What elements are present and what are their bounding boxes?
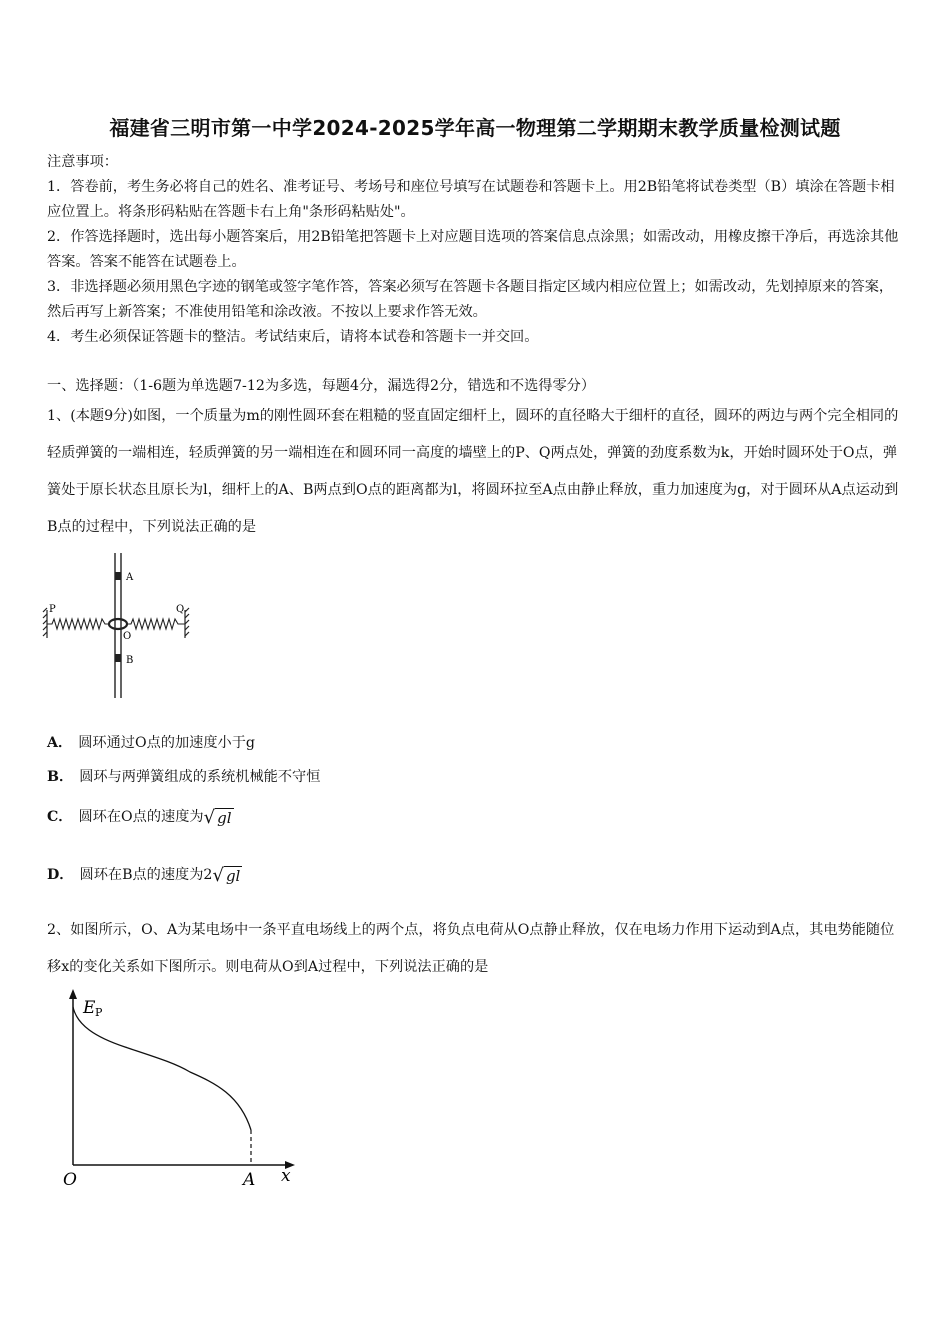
notice-section <box>47 150 907 350</box>
option-b-text: 圆环与两弹簧组成的系统机械能不守恒 <box>79 769 321 785</box>
sqrt-gl: √ gl <box>203 807 232 828</box>
label-q: Q <box>176 604 185 615</box>
question-1-figure <box>42 548 197 703</box>
option-b[interactable] <box>47 766 320 786</box>
notice-item-1: 1．答卷前，考生务必将自己的姓名、准考证号、考场号和座位号填写在试题卷和答题卡上。用2B铅笔将试卷类型（B）填涂在答题卡相应位置上。将条形码粘贴在答题卡右上角"条形码粘贴处"。 <box>47 179 895 220</box>
option-c-text: 圆环在O点的速度为 <box>78 809 204 825</box>
right-wall <box>185 608 189 638</box>
right-spring <box>127 619 185 629</box>
option-c[interactable] <box>47 806 234 828</box>
option-a-letter: A． <box>47 735 73 751</box>
option-a[interactable] <box>47 732 255 752</box>
y-axis-subscript: P <box>95 1006 103 1019</box>
y-axis-arrow <box>69 989 77 999</box>
label-o: O <box>123 631 132 642</box>
option-a-text: 圆环通过O点的加速度小于g <box>78 735 255 751</box>
y-axis-label: E <box>83 998 96 1018</box>
origin-label: O <box>63 1170 77 1190</box>
left-spring <box>47 619 109 629</box>
notice-item-3: 3．非选择题必须用黑色字迹的钢笔或签字笔作答，答案必须写在答题卡各题目指定区域内相应位置上；如需改动，先划掉原来的答案，然后再写上新答案；不准使用铅笔和涂改液。不按以上要求作答无效。 <box>47 279 894 320</box>
x-axis-label: x <box>281 1166 291 1186</box>
question-2-stem: 2、如图所示，O、A为某电场中一条平直电场线上的两个点，将负点电荷从O点静止释放，仅在电场力作用下运动到A点，其电势能随位移x的变化关系如下图所示。则电荷从O到A过程中，下列说法正确的是 <box>47 922 895 975</box>
label-b: B <box>126 655 134 666</box>
option-b-letter: B． <box>47 769 74 785</box>
section-heading: 一、选择题：（1-6题为单选题7-12为多选，每题4分，漏选得2分，错选和不选得零分） <box>47 378 596 394</box>
option-d[interactable] <box>47 864 242 886</box>
potential-energy-curve <box>73 1007 251 1130</box>
question-2-graph <box>55 985 305 1190</box>
question-1-stem: 1、(本题9分)如图，一个质量为m的刚性圆环套在粗糙的竖直固定细杆上，圆环的直径略大于细杆的直径，圆环的两边与两个完全相同的轻质弹簧的一端相连，轻质弹簧的另一端相连在和圆环同一高度的墙壁上的P、Q两点处，弹簧的劲度系数为k，开始时圆环处于O点，弹簧处于原长状态且原长为l，细杆上的A、B两点到O点的距离都为l，将圆环拉至A点由静止释放，重力加速度为g，对于圆环从A点运动到B点的过程中，下列说法正确的是 <box>47 408 899 535</box>
point-a-mark <box>115 572 121 580</box>
option-d-letter: D． <box>47 867 74 883</box>
left-wall <box>43 608 47 638</box>
label-a: A <box>126 572 134 583</box>
sqrt-gl-2: √ gl <box>212 865 241 886</box>
label-p: P <box>49 604 56 615</box>
notice-item-2: 2．作答选择题时，选出每小题答案后，用2B铅笔把答题卡上对应题目选项的答案信息点涂黑；如需改动，用橡皮擦干净后，再选涂其他答案。答案不能答在试题卷上。 <box>47 229 899 270</box>
ring <box>109 619 127 629</box>
notice-item-4: 4．考生必须保证答题卡的整洁。考试结束后，请将本试卷和答题卡一并交回。 <box>47 329 539 345</box>
page-title: 福建省三明市第一中学2024-2025学年高一物理第二学期期末教学质量检测试题 <box>109 116 841 140</box>
option-d-text: 圆环在B点的速度为2 <box>79 867 213 883</box>
point-a-label: A <box>243 1170 256 1190</box>
notice-heading: 注意事项： <box>47 154 118 170</box>
option-c-letter: C． <box>47 809 73 825</box>
point-b-mark <box>115 654 121 662</box>
